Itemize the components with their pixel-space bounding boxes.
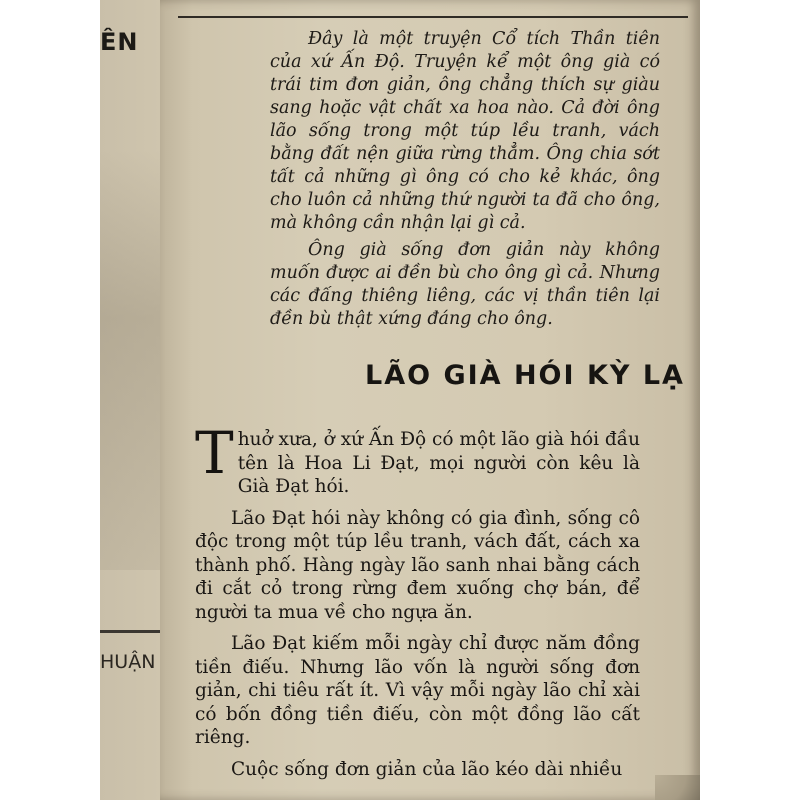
intro-block xyxy=(270,28,660,331)
header-rule xyxy=(178,16,688,18)
adjacent-page-shadow xyxy=(100,150,160,570)
adjacent-page-rule xyxy=(100,630,162,633)
page-corner-curl xyxy=(655,775,700,800)
story-body xyxy=(195,419,640,789)
story-paragraph-2: Lão Đạt hói này không có gia đình, sống cô độc trong một túp lều tranh, vách đất, cách xa thành phố. Hàng ngày lão sanh nhai bằng cách đi cắt cỏ trong rừng đem xuống chợ bán, để người ta mua về cho ngựa ăn. xyxy=(195,507,640,623)
adjacent-page-text-fragment: HUẬN xyxy=(100,651,156,673)
story-paragraph-3: Lão Đạt kiếm mỗi ngày chỉ được năm đồng tiền điếu. Nhưng lão vốn là người sống đơn giản, chi tiêu rất ít. Vì vậy mỗi ngày lão chỉ xài có bốn đồng tiền điếu, còn một đồng lão cất riêng. xyxy=(195,633,640,748)
adjacent-page-title-fragment: ÊN xyxy=(100,28,139,56)
drop-cap: T xyxy=(195,419,234,487)
story-title: LÃO GIÀ HÓI KỲ LẠ xyxy=(365,360,685,391)
intro-paragraph-2: Ông già sống đơn giản này không muốn được ai đền bù cho ông gì cả. Nhưng các đấng thiêng liêng, các vị thần tiên lại đền bù thật xứng đáng cho ông. xyxy=(270,240,660,329)
story-paragraph-4: Cuộc sống đơn giản của lão kéo dài nhiều xyxy=(231,758,623,780)
story-paragraph-1-text: huở xưa, ở xứ Ấn Độ có một lão già hói đầu tên là Hoa Li Đạt, mọi người còn kêu là Già Đạt hói. xyxy=(237,429,640,497)
story-paragraph-1 xyxy=(195,419,640,499)
background-right xyxy=(700,0,800,800)
intro-paragraph-1: Đây là một truyện Cổ tích Thần tiên của xứ Ấn Độ. Truyện kể một ông già có trái tim đơn giản, ông chẳng thích sự giàu sang hoặc vật chất xa hoa nào. Cả đời ông lão sống trong một túp lều tranh, vách bằng đất nện giữa rừng thẳm. Ông chia sớt tất cả những gì ông có cho kẻ khác, ông cho luôn cả những thứ người ta đã cho ông, mà không cần nhận lại gì cả. xyxy=(270,29,660,233)
book-page xyxy=(160,0,700,800)
